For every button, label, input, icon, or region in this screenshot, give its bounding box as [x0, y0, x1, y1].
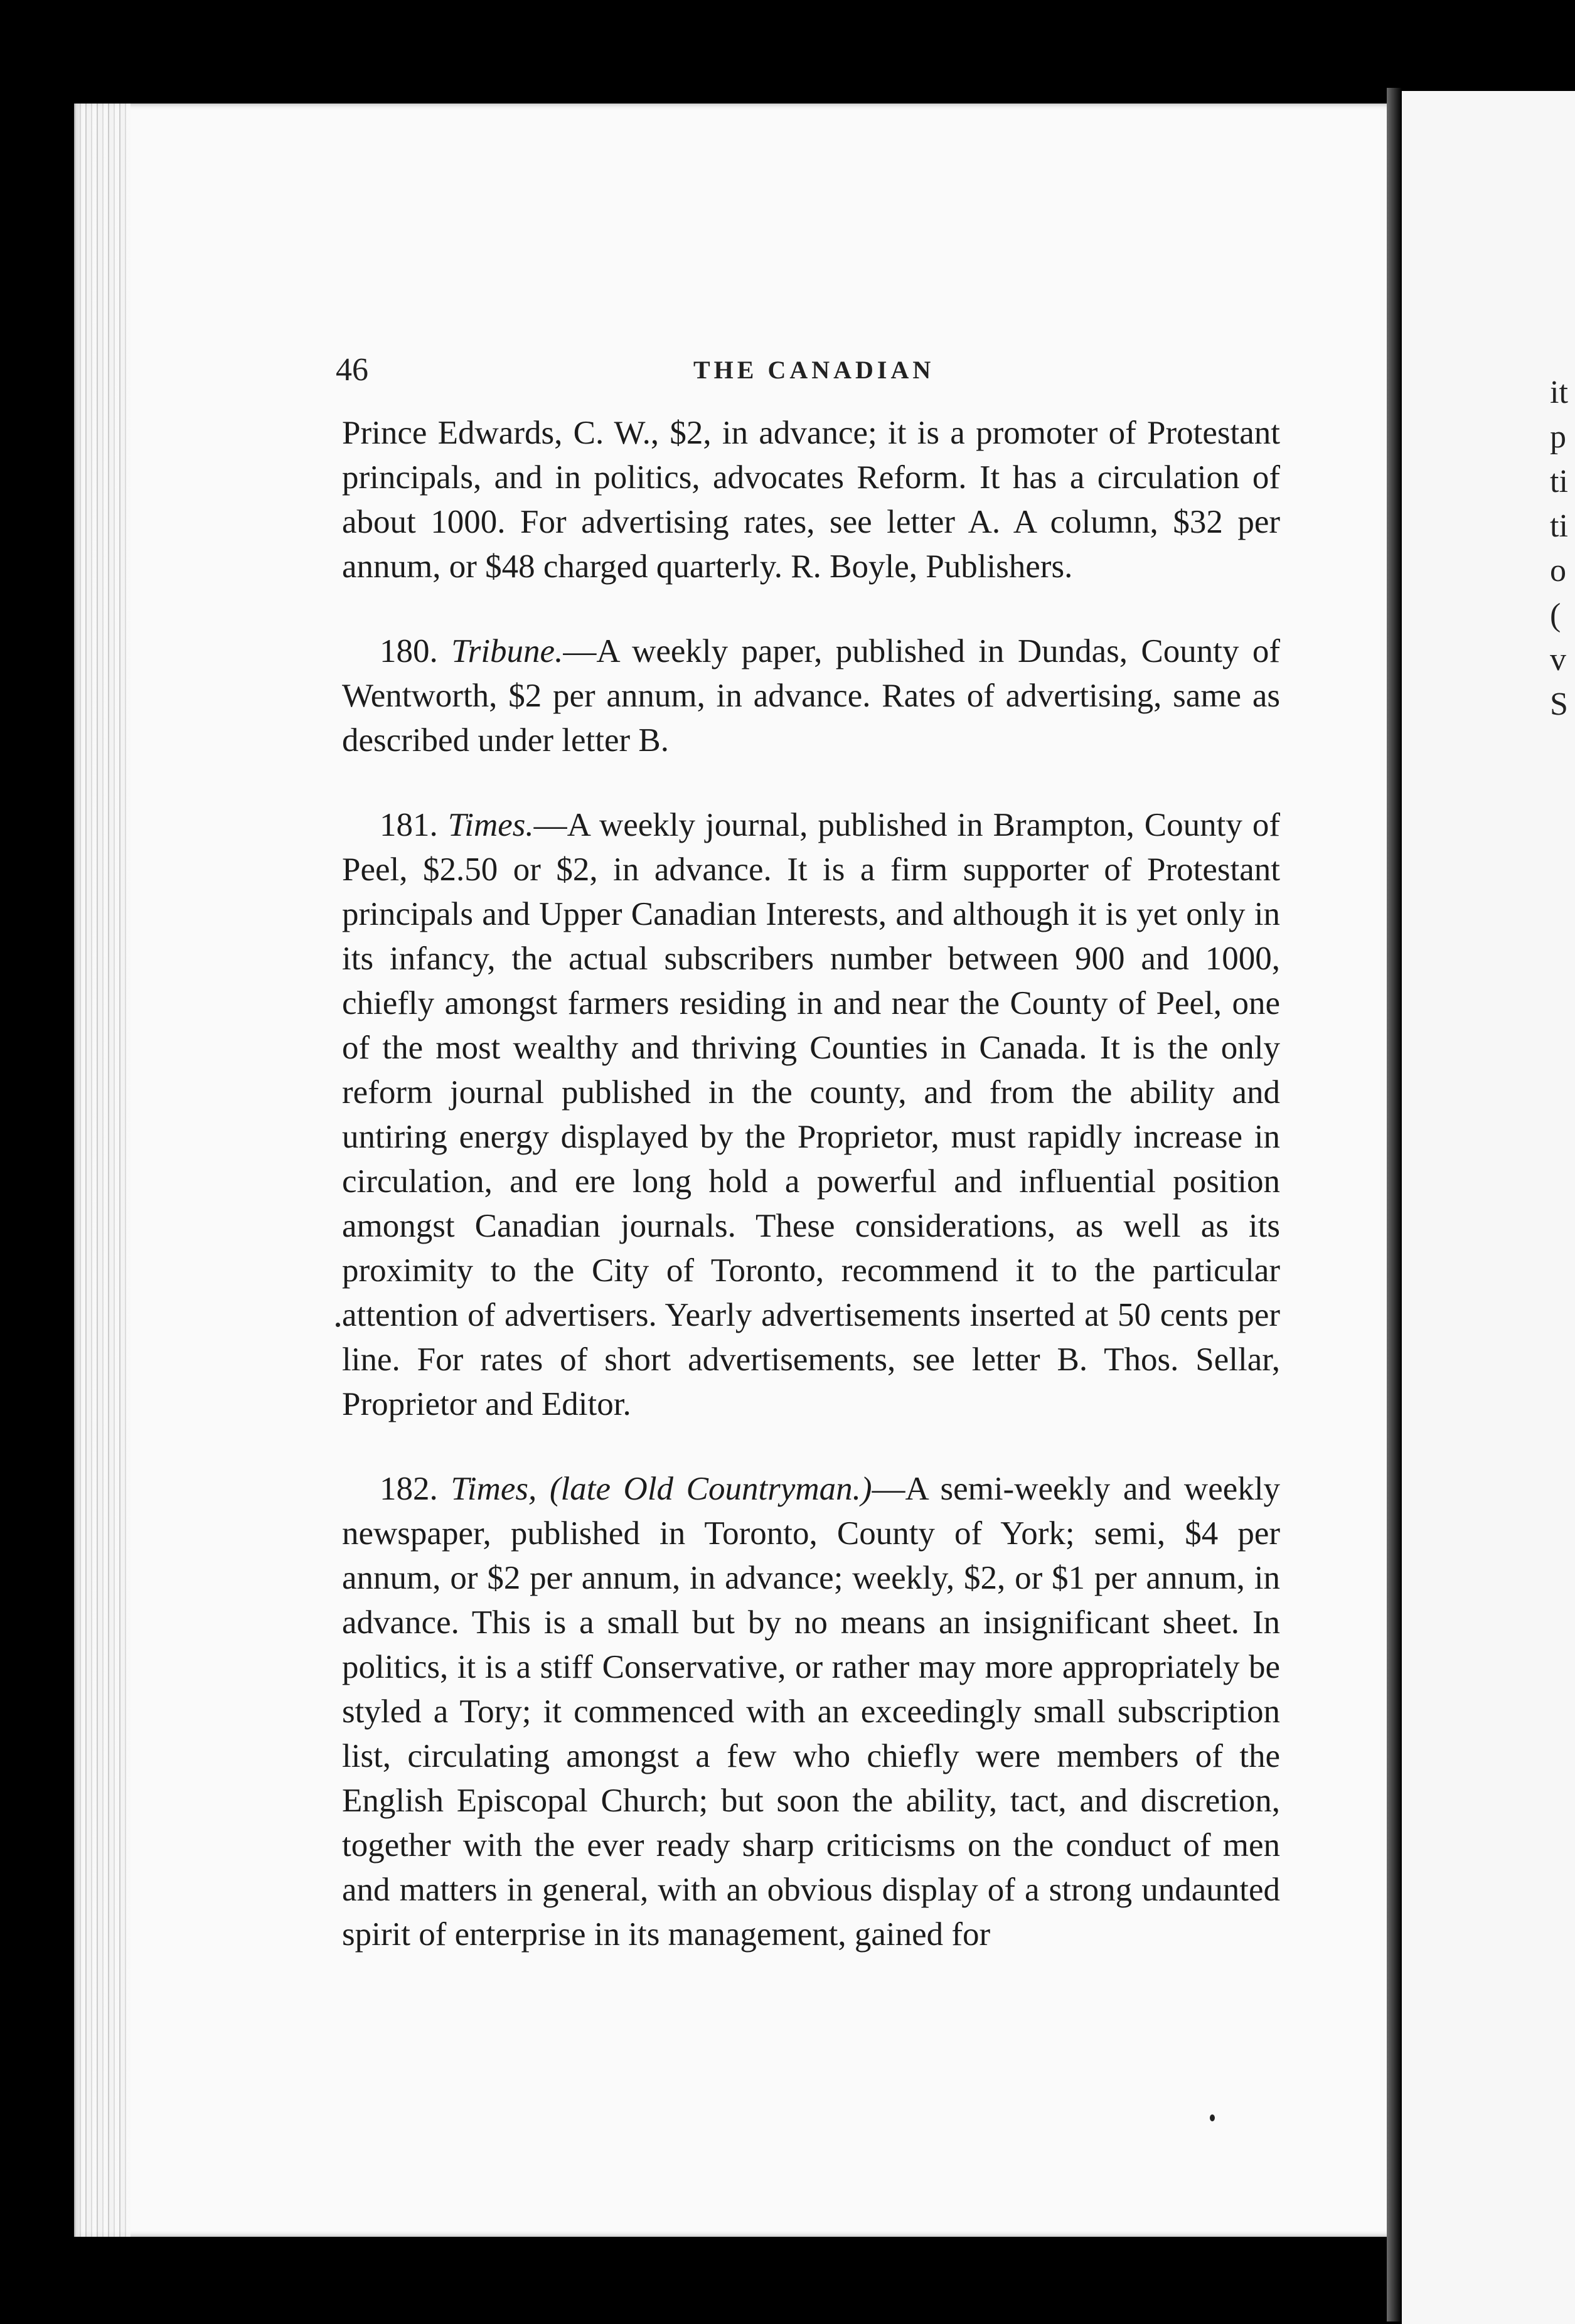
fragment-line: S — [1550, 686, 1568, 722]
fragment-line: ti — [1550, 508, 1568, 544]
fragment-line: o — [1550, 553, 1566, 589]
ink-speck — [1210, 2114, 1215, 2121]
entry-182 — [342, 1467, 1280, 1957]
fragment-line: p — [1550, 419, 1566, 455]
fragment-line: ( — [1550, 597, 1561, 633]
continuation-paragraph: Prince Edwards, C. W., $2, in advance; it is a promoter of Protestant principals, and in politics, advocates Reform. It has a circulation of about 1000. For advertising rates, see letter A. A column, $32 per annum, or $48 charged quarterly. R. Boyle, Publishers. — [342, 415, 1280, 585]
entry-180 — [342, 629, 1280, 763]
running-title: THE CANADIAN — [693, 356, 935, 384]
entry-title: Times. — [447, 807, 534, 843]
facing-page-fragments — [1550, 370, 1575, 727]
entry-number: 181. — [380, 807, 438, 843]
entry-body: —A weekly paper, published in Dundas, County of Wentworth, $2 per annum, in advance. Rates of advertising, same as described under letter B. — [342, 633, 1280, 759]
entry-number: 182. — [380, 1471, 438, 1507]
entry-body: —A weekly journal, published in Brampton, County of Peel, $2.50 or $2, in advance. It is a firm supporter of Protestant principals and Upper Canadian Interests, and although it is yet only in its infancy, the actual subscribers number between 900 and 1000, chiefly amongst farmers residing in and near the County of Peel, one of the most wealthy and thriving Counties in Canada. It is the only reform journal published in the county, and from the ability and untiring energy displayed by the Proprietor, must rapidly increase in circulation, and ere long hold a powerful and influential position amongst Canadian journals. These considerations, as well as its proximity to the City of Toronto, recommend it to the particular attention of advertisers. Yearly advertisements inserted at 50 cents per line. For rates of short advertisements, see letter B. Thos. Sellar, Proprietor and Editor. — [342, 807, 1280, 1422]
book-gutter — [1387, 88, 1402, 2321]
page-number: 46 — [336, 352, 368, 388]
entry-181 — [342, 803, 1280, 1427]
fragment-line: v — [1550, 642, 1566, 678]
right-page — [1402, 91, 1575, 2324]
entry-title: Tribune. — [451, 633, 563, 669]
ink-speck — [336, 1323, 340, 1327]
entry-title: Times, (late Old Countryman.) — [451, 1471, 872, 1507]
entry-body: —A semi-weekly and weekly newspaper, published in Toronto, County of York; semi, $4 per annum, or $2 per annum, in advance; weekly, $2, or $1 per annum, in advance. This is a small but by no means an insignificant sheet. In politics, it is a stiff Conservative, or rather may more appropriately be styled a Tory; it commenced with an exceedingly small subscription list, circulating amongst a few who chiefly were members of the English Episcopal Church; but soon the ability, tact, and discretion, together with the ever ready sharp criticisms on the conduct of men and matters in general, with an obvious display of a strong undaunted spirit of enterprise in its management, gained for — [342, 1471, 1280, 1953]
entry-number: 180. — [380, 633, 438, 669]
body-text — [342, 411, 1280, 1997]
binding-edge — [74, 104, 131, 2237]
fragment-line: ti — [1550, 464, 1568, 499]
running-head — [336, 351, 1302, 402]
fragment-line: it — [1550, 375, 1568, 410]
